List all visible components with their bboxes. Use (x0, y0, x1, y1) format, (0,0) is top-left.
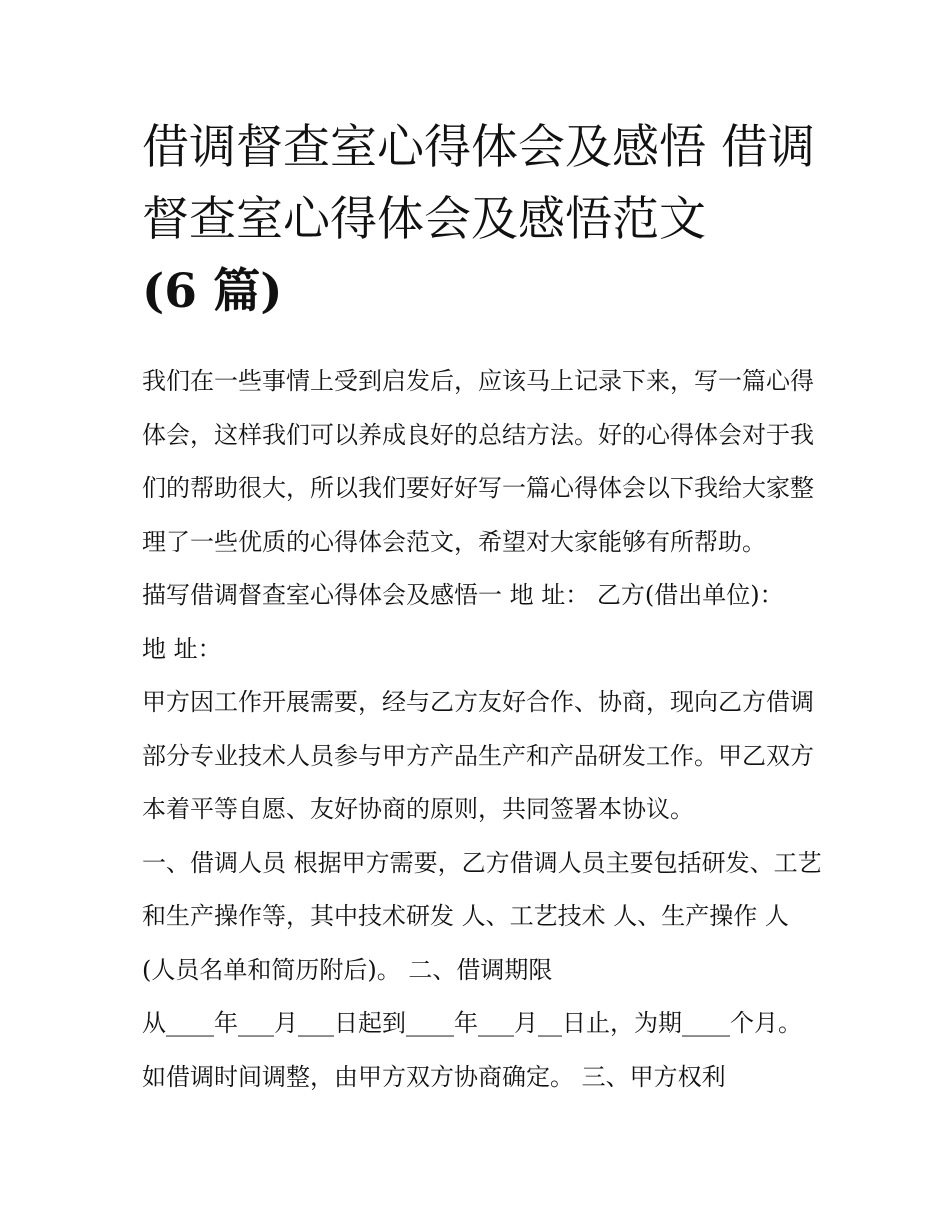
paragraph-period: 从____年___月___日起到____年___月__日止，为期____个月。如借调时间调整，由甲方双方协商确定。 三、甲方权利 (142, 1009, 802, 1091)
paragraph-address-line: 描写借调督查室心得体会及感悟一 地 址： 乙方(借出单位)： (142, 581, 784, 609)
paragraph-personnel: 一、借调人员 根据甲方需要，乙方借调人员主要包括研发、工艺和生产操作等，其中技术研发 人、工艺技术 人、生产操作 人(人员名单和简历附后)。 二、借调期限 (142, 848, 822, 984)
title-main: 借调督查室心得体会及感悟 借调督查室心得体会及感悟范文 (142, 120, 815, 247)
document-body (142, 355, 822, 1104)
title-tail: (6 篇) (142, 264, 283, 319)
paragraph-address: 地 址： (142, 634, 222, 663)
paragraph-intro: 我们在一些事情上受到启发后，应该马上记录下来，写一篇心得体会，这样我们可以养成良好的总结方法。好的心得体会对于我们的帮助很大，所以我们要好好写一篇心得体会以下我给大家整理了一些优质的心得体会范文，希望对大家能够有所帮助。 (142, 367, 814, 556)
document-title (142, 112, 822, 328)
paragraph-purpose: 甲方因工作开展需要，经与乙方友好合作、协商，现向乙方借调部分专业技术人员参与甲方产品生产和产品研发工作。甲乙双方本着平等自愿、友好协商的原则，共同签署本协议。 (142, 688, 814, 823)
